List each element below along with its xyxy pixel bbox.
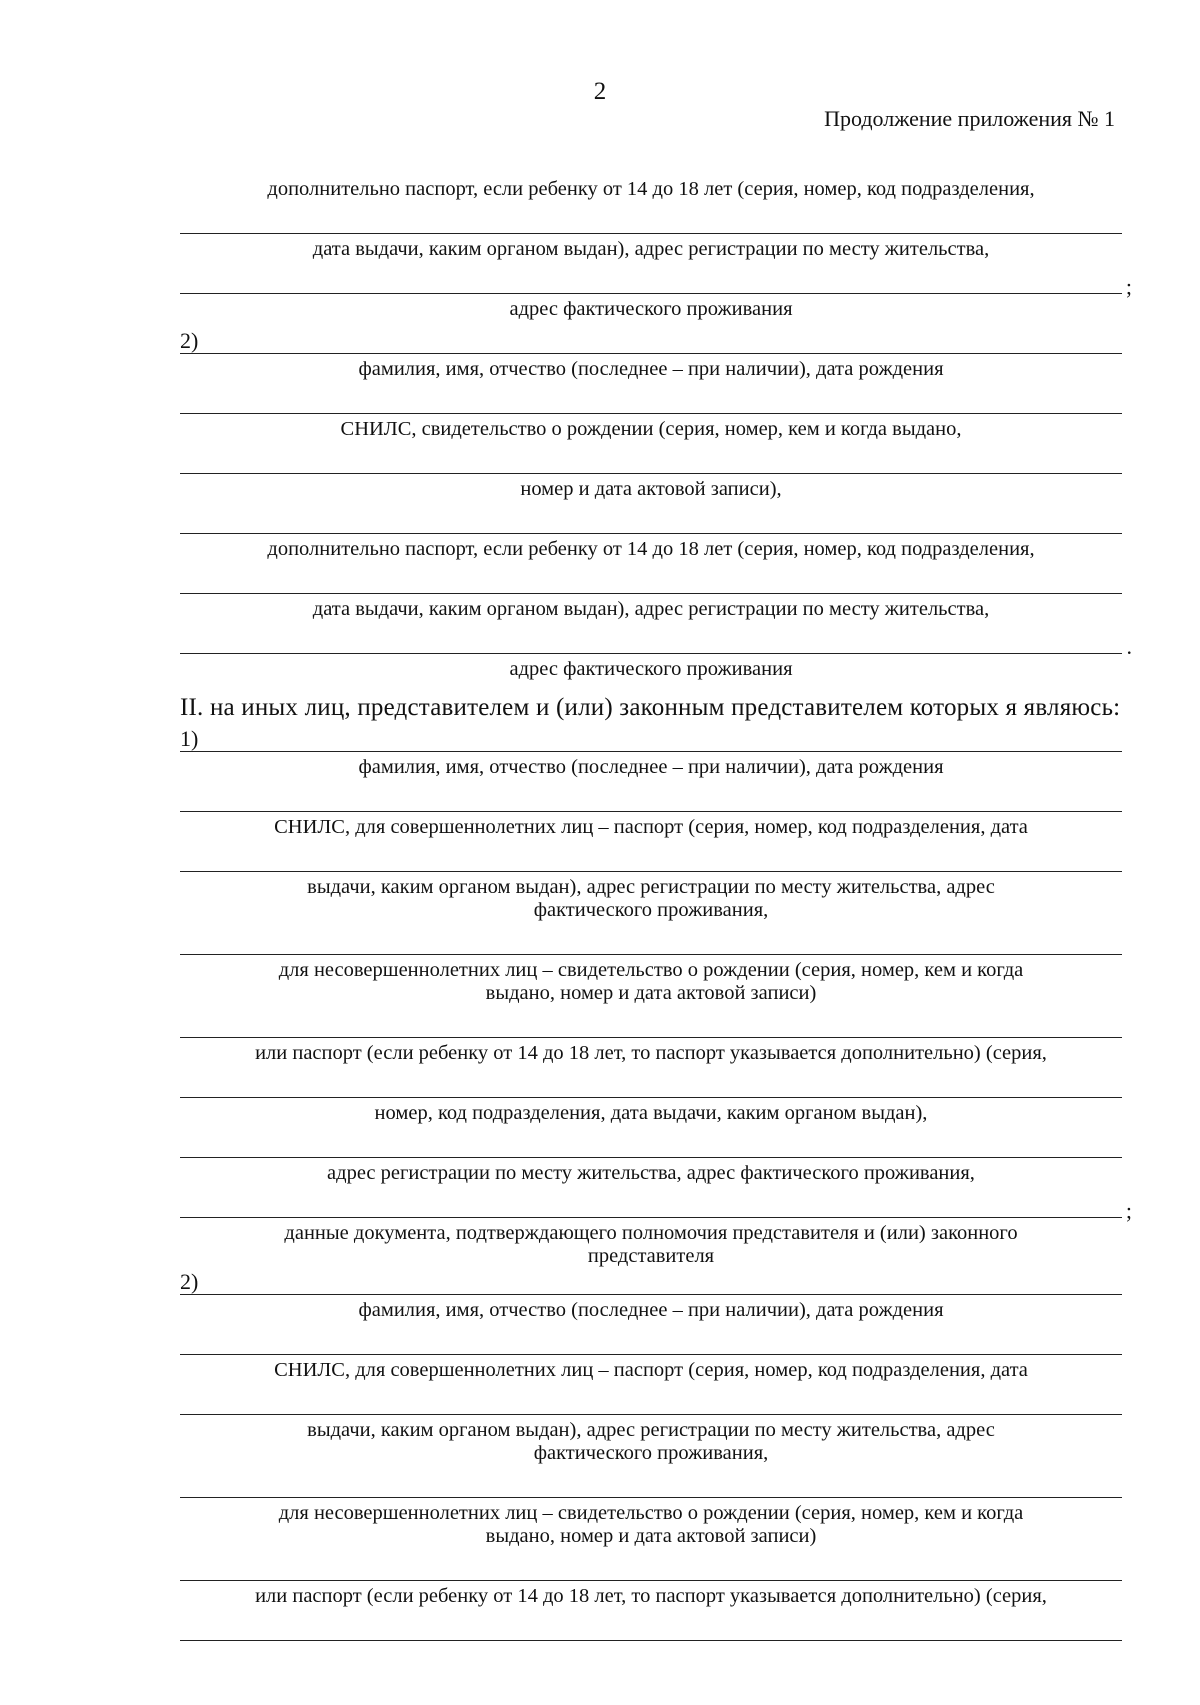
semicolon-mark: ;: [1125, 1198, 1132, 1223]
blank-field[interactable]: [180, 441, 1122, 474]
caption-actual-address: адрес фактического проживания: [509, 298, 793, 320]
semicolon-mark: ;: [1125, 274, 1132, 299]
caption-registration-actual: адрес регистрации по месту жительства, адрес фактического проживания,: [327, 1162, 975, 1184]
caption-number-code-issue: номер, код подразделения, дата выдачи, каким органом выдан),: [374, 1102, 928, 1124]
page-number: 2: [593, 78, 607, 105]
caption-passport-teen: дополнительно паспорт, если ребенку от 14 до 18 лет (серия, номер, код подразделения,: [267, 178, 1035, 200]
blank-field[interactable]: [180, 621, 1132, 659]
caption-issue-reg-actual-line1: выдачи, каким органом выдан), адрес регистрации по месту жительства, адрес: [307, 876, 995, 898]
blank-field[interactable]: [180, 381, 1122, 414]
caption-rep-doc-line1: данные документа, подтверждающего полномочия представителя и (или) законного: [284, 1222, 1018, 1244]
caption-issue-reg-actual-line1: выдачи, каким органом выдан), адрес регистрации по месту жительства, адрес: [307, 1419, 995, 1441]
blank-field[interactable]: [180, 1608, 1122, 1641]
caption-minor-cert-line1: для несовершеннолетних лиц – свидетельство о рождении (серия, номер, кем и когда: [278, 959, 1024, 981]
blank-field[interactable]: [180, 1548, 1122, 1581]
caption-rep-doc-line2: представителя: [587, 1245, 715, 1267]
caption-minor-cert-line1: для несовершеннолетних лиц – свидетельство о рождении (серия, номер, кем и когда: [278, 1502, 1024, 1524]
blank-field[interactable]: [180, 779, 1122, 812]
person-2-name-field[interactable]: [180, 1268, 1122, 1295]
blank-field[interactable]: [180, 501, 1122, 534]
blank-field[interactable]: [180, 561, 1122, 594]
caption-issue-registration: дата выдачи, каким органом выдан), адрес регистрации по месту жительства,: [312, 598, 990, 620]
caption-fio-dob: фамилия, имя, отчество (последнее – при наличии), дата рождения: [358, 756, 944, 778]
caption-snils-adult-passport: СНИЛС, для совершеннолетних лиц – паспорт (серия, номер, код подразделения, дата: [274, 816, 1028, 838]
caption-issue-reg-actual-line2: фактического проживания,: [533, 899, 769, 921]
blank-field[interactable]: [180, 922, 1122, 955]
caption-actual-address: адрес фактического проживания: [509, 658, 793, 680]
blank-field[interactable]: [180, 261, 1132, 299]
caption-snils-birth-cert: СНИЛС, свидетельство о рождении (серия, номер, кем и когда выдано,: [340, 418, 962, 440]
caption-issue-reg-actual-line2: фактического проживания,: [533, 1442, 769, 1464]
blank-field[interactable]: [180, 1005, 1122, 1038]
blank-field[interactable]: [180, 1382, 1122, 1415]
blank-field[interactable]: [180, 1322, 1122, 1355]
blank-field[interactable]: [180, 1125, 1122, 1158]
blank-field[interactable]: [180, 839, 1122, 872]
child-2-name-field[interactable]: [180, 321, 1122, 354]
appendix-header: Продолжение приложения № 1: [824, 106, 1115, 131]
period-mark: .: [1126, 634, 1132, 659]
caption-fio-dob: фамилия, имя, отчество (последнее – при наличии), дата рождения: [358, 1299, 944, 1321]
caption-fio-dob: фамилия, имя, отчество (последнее – при наличии), дата рождения: [358, 358, 944, 380]
person-1-name-field[interactable]: [180, 725, 1122, 752]
blank-field[interactable]: [180, 1065, 1122, 1098]
caption-passport-teen: дополнительно паспорт, если ребенку от 14 до 18 лет (серия, номер, код подразделения,: [267, 538, 1035, 560]
caption-or-passport: или паспорт (если ребенку от 14 до 18 лет, то паспорт указывается дополнительно) (серия,: [255, 1585, 1047, 1607]
blank-field[interactable]: [180, 1465, 1122, 1498]
caption-snils-adult-passport: СНИЛС, для совершеннолетних лиц – паспорт (серия, номер, код подразделения, дата: [274, 1359, 1028, 1381]
application-form: [180, 174, 1132, 1641]
blank-field[interactable]: [180, 1185, 1132, 1223]
item-number-2: 2): [180, 1269, 199, 1294]
item-number-2: 2): [180, 328, 199, 353]
caption-minor-cert-line2: выдано, номер и дата актовой записи): [485, 982, 817, 1004]
caption-issue-registration: дата выдачи, каким органом выдан), адрес регистрации по месту жительства,: [312, 238, 990, 260]
caption-or-passport: или паспорт (если ребенку от 14 до 18 лет, то паспорт указывается дополнительно) (серия,: [255, 1042, 1047, 1064]
section-ii-heading: II. на иных лиц, представителем и (или) законным представителем которых я являюсь:: [180, 694, 1121, 721]
caption-minor-cert-line2: выдано, номер и дата актовой записи): [485, 1525, 817, 1547]
caption-record-number-date: номер и дата актовой записи),: [520, 478, 782, 500]
item-number-1: 1): [180, 726, 199, 751]
blank-field[interactable]: [180, 201, 1122, 234]
